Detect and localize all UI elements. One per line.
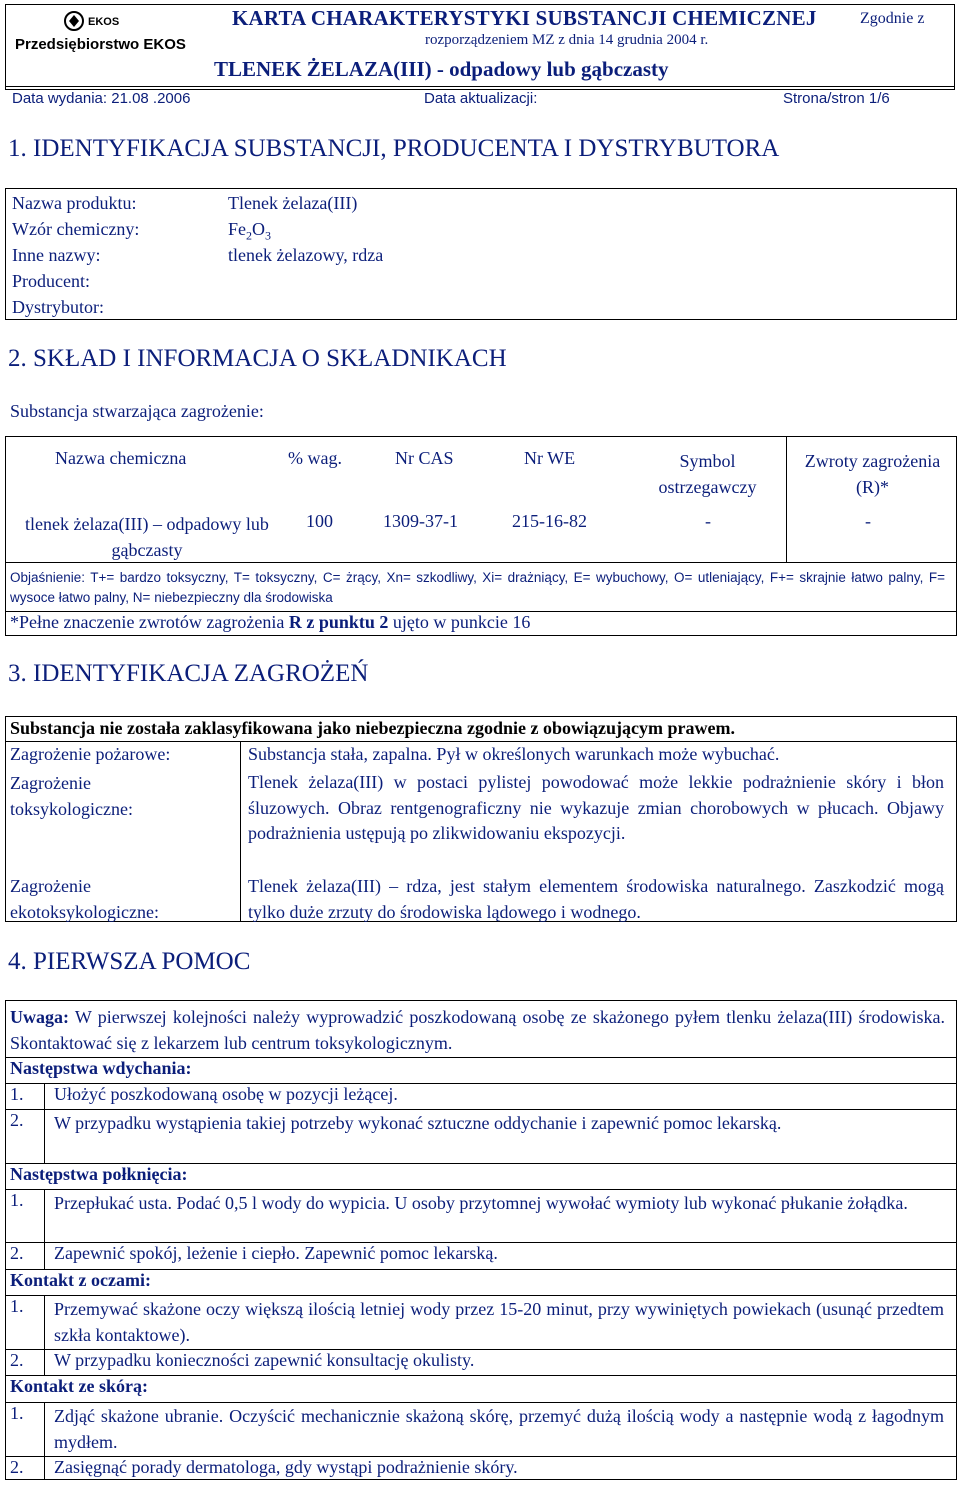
- product-title: TLENEK ŻELAZA(III) - odpadowy lub gąbczasty: [214, 57, 669, 81]
- column-divider: [44, 1402, 45, 1480]
- header-divider: [5, 86, 955, 87]
- symbols-explanation: Objaśnienie: T+= bardzo toksyczny, T= toksyczny, C= żrący, Xn= szkodliwy, Xi= drażniący, E= wybuchowy, O= utleniający, F+= skrajnie łatwo palny, F= wysoce łatwo palny, N= niebezpieczny dla środowiska: [10, 570, 945, 605]
- item-number: 2.: [10, 1243, 24, 1263]
- column-divider: [44, 1189, 45, 1269]
- value-product-name: Tlenek żelaza(III): [228, 193, 358, 213]
- section-4-title: 4. PIERWSZA POMOC: [8, 948, 251, 975]
- section-2-title: 2. SKŁAD I INFORMACJA O SKŁADNIKACH: [8, 345, 507, 372]
- header-weight-percent: % wag.: [288, 448, 342, 468]
- cell-warning-symbol: -: [705, 511, 711, 531]
- column-divider: [240, 741, 241, 922]
- update-date: Data aktualizacji:: [424, 90, 538, 107]
- item-number: 2.: [10, 1110, 24, 1130]
- issue-date: Data wydania: 21.08 .2006: [12, 90, 191, 107]
- risk-phrases-note: *Pełne znaczenie zwrotów zagrożenia R z punktu 2 ujęto w punkcie 16: [10, 612, 531, 632]
- inhalation-step-1: Ułożyć poszkodowaną osobę w pozycji leżącej.: [54, 1084, 398, 1104]
- eye-contact-title: Kontakt z oczami:: [10, 1270, 151, 1290]
- fire-hazard-text: Substancja stała, zapalna. Pył w określonych warunkach może wybuchać.: [248, 744, 780, 764]
- toxic-hazard-text: Tlenek żelaza(III) w postaci pylistej powodować może lekkie podrażnienie skóry i błon śluzowych. Obraz rentgenograficzny nie wykazuje zmian chorobowych w płucach. Objawy podrażnienia ustępują po zlikwidowaniu ekspozycji.: [248, 772, 944, 843]
- item-number: 2.: [10, 1350, 24, 1370]
- section-1-title: 1. IDENTYFIKACJA SUBSTANCJI, PRODUCENTA I DYSTRYBUTORA: [8, 135, 780, 162]
- ecotoxic-hazard-label: Zagrożenie ekotoksykologiczne:: [10, 876, 159, 922]
- header-chemical-name: Nazwa chemiczna: [55, 448, 187, 468]
- item-number: 1.: [10, 1190, 24, 1210]
- cell-weight-percent: 100: [306, 511, 333, 531]
- item-number: 1.: [10, 1296, 24, 1316]
- skin-contact-step-1: Zdjąć skażone ubranie. Oczyścić mechanicznie skażoną skórę, przemyć dużą ilością wody a następnie wodą z łagodnym mydłem.: [54, 1406, 944, 1452]
- item-number: 2.: [10, 1457, 24, 1477]
- classification-statement: Substancja nie została zaklasyfikowana jako niebezpieczna zgodnie z obowiązującym prawem.: [10, 718, 735, 738]
- label-other-names: Inne nazwy:: [12, 245, 101, 265]
- eye-contact-step-1: Przemywać skażone oczy większą ilością letniej wody przez 15-20 minut, przy wywiniętych powiekach (usunąć przedtem szkła kontaktowe).: [54, 1299, 944, 1345]
- label-producer: Producent:: [12, 271, 90, 291]
- ecotoxic-hazard-text: Tlenek żelaza(III) – rdza, jest stałym elementem środowiska naturalnego. Zaszkodzić mogą tylko duże zrzuty do środowiska lądowego i wodnego.: [248, 876, 944, 922]
- page-number: Strona/stron 1/6: [783, 90, 890, 107]
- cell-we: 215-16-82: [512, 511, 587, 531]
- cell-cas: 1309-37-1: [383, 511, 458, 531]
- header-cas: Nr CAS: [395, 448, 454, 468]
- hazard-substance-label: Substancja stwarzająca zagrożenie:: [10, 401, 264, 421]
- toxic-hazard-label: Zagrożenie toksykologiczne:: [10, 773, 133, 819]
- inhalation-title: Następstwa wdychania:: [10, 1058, 192, 1078]
- value-other-names: tlenek żelazowy, rdza: [228, 245, 384, 265]
- company-logo: [62, 8, 132, 34]
- item-number: 1.: [10, 1403, 24, 1423]
- column-divider: [44, 1083, 45, 1163]
- logo-text: EKOS: [88, 16, 120, 28]
- cell-chemical-name: tlenek żelaza(III) – odpadowy lub gąbczasty: [25, 514, 269, 560]
- section-3-title: 3. IDENTYFIKACJA ZAGROŻEŃ: [8, 660, 369, 687]
- label-formula: Wzór chemiczny:: [12, 219, 140, 239]
- header-we: Nr WE: [524, 448, 576, 468]
- value-formula: $Fe_2O_3$: [228, 219, 271, 243]
- identification-table: [5, 188, 957, 320]
- eye-contact-step-2: W przypadku konieczności zapewnić konsultację okulisty.: [54, 1350, 475, 1370]
- ingestion-step-2: Zapewnić spokój, leżenie i ciepło. Zapewnić pomoc lekarską.: [54, 1243, 498, 1263]
- document-title: KARTA CHARAKTERYSTYKI SUBSTANCJI CHEMICZNEJ: [232, 6, 817, 30]
- item-number: 1.: [10, 1084, 24, 1104]
- ingestion-title: Następstwa połknięcia:: [10, 1164, 188, 1184]
- first-aid-note: Uwaga: W pierwszej kolejności należy wyprowadzić poszkodowaną osobę ze skażonego pyłem tlenku żelaza(III) środowiska. Skontaktować się z lekarzem lub centrum toksykologicznym.: [10, 1007, 945, 1053]
- inhalation-step-2: W przypadku wystąpienia takiej potrzeby wykonać sztuczne oddychanie i zapewnić pomoc lekarską.: [54, 1113, 782, 1133]
- column-divider: [44, 1295, 45, 1375]
- column-divider: [786, 436, 787, 562]
- ingestion-step-1: Przepłukać usta. Podać 0,5 l wody do wypicia. U osoby przytomnej wywołać wymioty lub wykonać płukanie żołądka.: [54, 1193, 908, 1213]
- row-divider: [5, 741, 957, 742]
- label-product-name: Nazwa produktu:: [12, 193, 137, 213]
- skin-contact-title: Kontakt ze skórą:: [10, 1376, 148, 1396]
- cell-risk-phrases: -: [865, 511, 871, 531]
- regulation-prefix: Zgodnie z: [860, 10, 925, 27]
- fire-hazard-label: Zagrożenie pożarowe:: [10, 744, 171, 764]
- header-warning-symbol: Symbol ostrzegawczy: [658, 451, 757, 497]
- regulation-text: rozporządzeniem MZ z dnia 14 grudnia 2004 r.: [425, 32, 709, 48]
- company-name: Przedsiębiorstwo EKOS: [15, 36, 186, 53]
- skin-contact-step-2: Zasięgnąć porady dermatologa, gdy wystąpi podrażnienie skóry.: [54, 1457, 518, 1477]
- header-risk-phrases: Zwroty zagrożenia (R)*: [804, 451, 941, 497]
- label-distributor: Dystrybutor:: [12, 297, 104, 317]
